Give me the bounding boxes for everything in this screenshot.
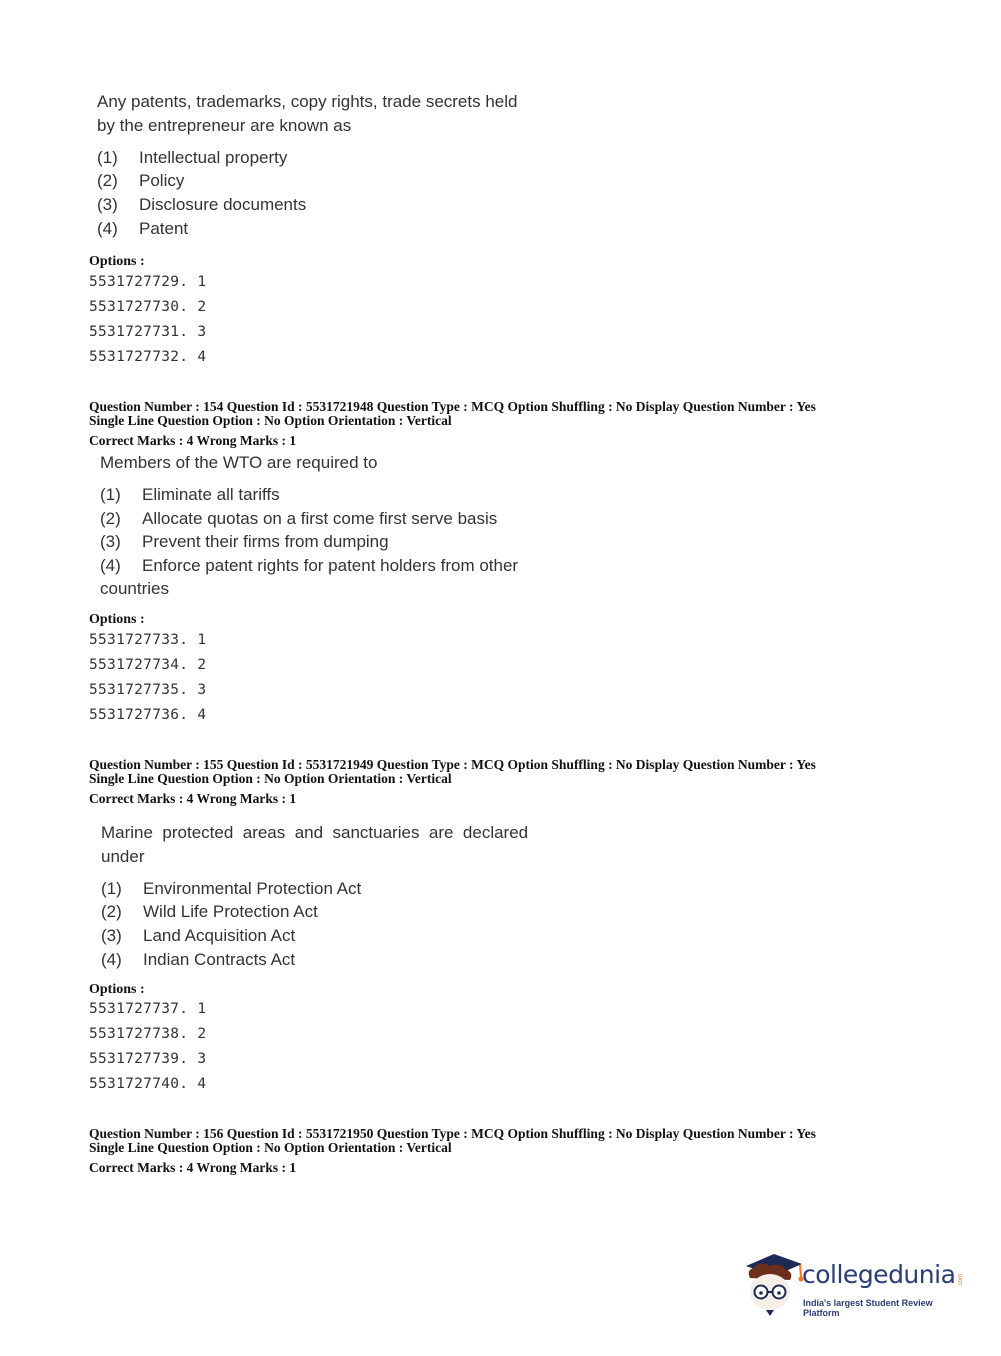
q155-stem-line2: under (101, 847, 145, 866)
q155-option-1: (1) Environmental Protection Act (101, 879, 362, 898)
q156-meta-line1: Question Number : 156 Question Id : 5531721950 Question Type : MCQ Option Shuffling : No Display Question Number : Yes (89, 1126, 816, 1141)
q155-code-3: 5531727739. 3 (89, 1051, 207, 1067)
q153-code-4: 5531727732. 4 (89, 349, 207, 365)
q155-meta-line2: Single Line Question Option : No Option Orientation : Vertical (89, 771, 452, 786)
q153-option-2: (2) Policy (97, 171, 185, 190)
q154-option-3: (3) Prevent their firms from dumping (100, 532, 389, 551)
q154-code-3: 5531727735. 3 (89, 682, 207, 698)
q155-option-2: (2) Wild Life Protection Act (101, 902, 318, 921)
q153-code-1: 5531727729. 1 (89, 274, 207, 290)
q154-marks: Correct Marks : 4 Wrong Marks : 1 (89, 433, 297, 448)
q154-stem-line1: Members of the WTO are required to (100, 453, 378, 472)
q155-code-1: 5531727737. 1 (89, 1001, 207, 1017)
q155-stem-line1: Marine protected areas and sanctuaries are declared (101, 823, 529, 842)
q153-options-label: Options : (89, 254, 145, 269)
q154-option-4-cont: countries (100, 579, 169, 598)
q153-stem-line2: by the entrepreneur are known as (97, 116, 352, 135)
q153-option-1: (1) Intellectual property (97, 148, 288, 167)
q154-option-1: (1) Eliminate all tariffs (100, 485, 280, 504)
q155-code-2: 5531727738. 2 (89, 1026, 207, 1042)
mascot-icon (740, 1248, 804, 1316)
logo-name: collegedunia (802, 1260, 956, 1289)
q155-meta-line1: Question Number : 155 Question Id : 5531721949 Question Type : MCQ Option Shuffling : No Display Question Number : Yes (89, 757, 816, 772)
q154-option-2: (2) Allocate quotas on a first come first serve basis (100, 509, 498, 528)
q154-option-4: (4) Enforce patent rights for patent holders from other (100, 556, 519, 575)
q155-options-label: Options : (89, 982, 145, 997)
q154-code-1: 5531727733. 1 (89, 632, 207, 648)
q154-meta-line2: Single Line Question Option : No Option Orientation : Vertical (89, 413, 452, 428)
logo-tagline: India's largest Student Review Platform (803, 1298, 933, 1318)
q155-option-3: (3) Land Acquisition Act (101, 926, 296, 945)
q155-marks: Correct Marks : 4 Wrong Marks : 1 (89, 791, 297, 806)
q154-meta-line1: Question Number : 154 Question Id : 5531721948 Question Type : MCQ Option Shuffling : No Display Question Number : Yes (89, 399, 816, 414)
q156-meta-line2: Single Line Question Option : No Option Orientation : Vertical (89, 1140, 452, 1155)
q153-option-3: (3) Disclosure documents (97, 195, 307, 214)
q153-code-2: 5531727730. 2 (89, 299, 207, 315)
logo-com: .com (958, 1274, 964, 1288)
q154-code-4: 5531727736. 4 (89, 707, 207, 723)
q155-code-4: 5531727740. 4 (89, 1076, 207, 1092)
q154-code-2: 5531727734. 2 (89, 657, 207, 673)
q154-options-label: Options : (89, 612, 145, 627)
collegedunia-logo (740, 1248, 970, 1318)
q153-option-4: (4) Patent (97, 219, 189, 238)
q153-stem-line1: Any patents, trademarks, copy rights, trade secrets held (97, 92, 518, 111)
q153-code-3: 5531727731. 3 (89, 324, 207, 340)
q155-option-4: (4) Indian Contracts Act (101, 950, 296, 969)
q156-marks: Correct Marks : 4 Wrong Marks : 1 (89, 1160, 297, 1175)
